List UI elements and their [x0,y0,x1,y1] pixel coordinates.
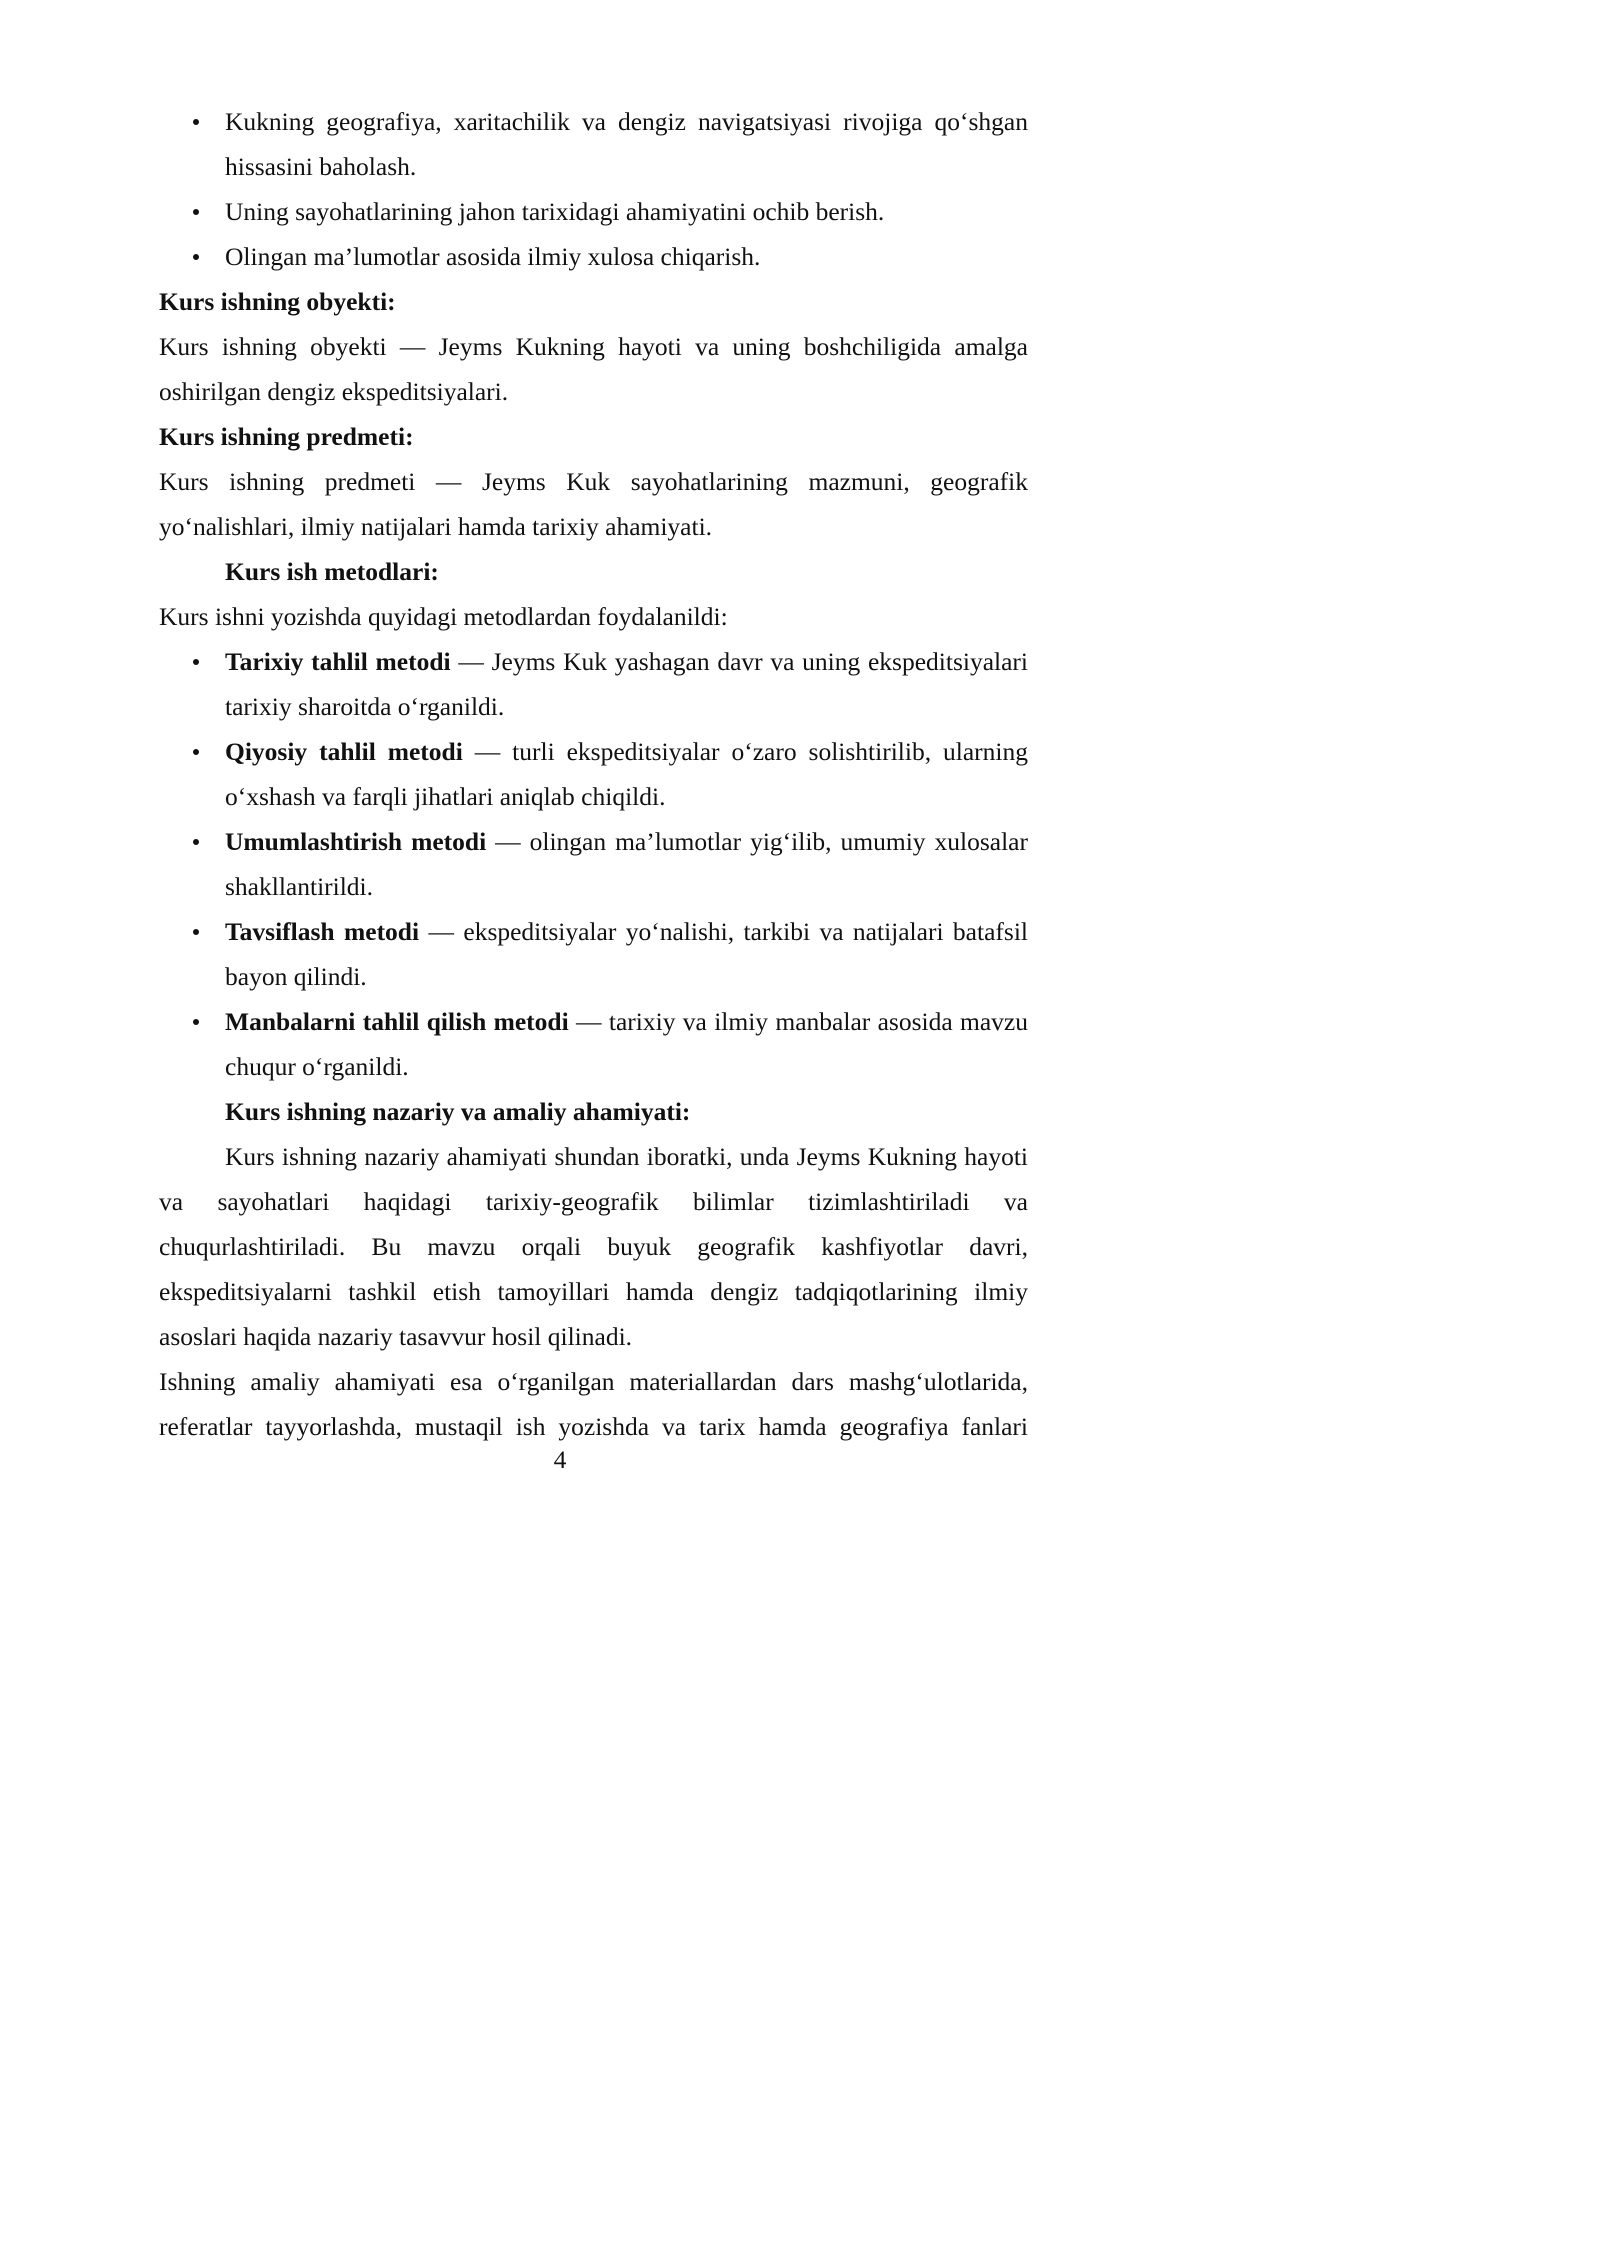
subject-paragraph-line: yo‘nalishlari, ilmiy natijalari hamda tarixiy ahamiyati. [159,512,713,541]
list-item [159,234,1028,279]
method-term: Umumlashtirish metodi [225,827,487,856]
page-number: 4 [553,1445,567,1474]
method-term: Tavsiflash metodi [225,917,420,946]
subject-heading: Kurs ishning predmeti: [159,422,414,451]
bullet-icon [193,839,199,845]
theory-paragraph-line: chuqurlashtiriladi. Bu mavzu orqali buyuk geografik kashfiyotlar davri, [159,1232,1028,1261]
object-heading: Kurs ishning obyekti: [159,287,396,316]
list-item-text: Kukning geografiya, xaritachilik va dengiz navigatsiyasi rivojiga qo‘shgan [225,107,1028,136]
list-item-text: Uning sayohatlarining jahon tarixidagi ahamiyatini ochib berish. [225,197,885,226]
theory-paragraph-line: va sayohatlari haqidagi tarixiy-geografik bilimlar tizimlashtiriladi va [159,1187,1028,1216]
list-item-text: Olingan ma’lumotlar asosida ilmiy xulosa chiqarish. [225,242,761,271]
list-item [159,909,1028,954]
theory-paragraph-line: asoslari haqida nazariy tasavvur hosil qilinadi. [159,1322,633,1351]
theory-paragraph-line: Kurs ishning nazariy ahamiyati shundan iboratki, unda Jeyms Kukning hayoti [225,1142,1028,1171]
practice-paragraph-line: Ishning amaliy ahamiyati esa o‘rganilgan materiallardan dars mashg‘ulotlarida, [159,1367,1028,1396]
significance-heading: Kurs ishning nazariy va amaliy ahamiyati: [225,1097,691,1126]
method-description: — olingan ma’lumotlar yig‘ilib, umumiy xulosalar [486,827,1028,856]
bullet-icon [193,929,199,935]
bullet-icon [193,1019,199,1025]
practice-paragraph-line: referatlar tayyorlashda, mustaqil ish yozishda va tarix hamda geografiya fanlari [159,1412,1028,1441]
list-item [159,99,1028,144]
method-description: — Jeyms Kuk yashagan davr va uning ekspeditsiyalari [450,647,1029,676]
object-paragraph-line: Kurs ishning obyekti — Jeyms Kukning hayoti va uning boshchiligida amalga [159,332,1028,361]
list-item [159,819,1028,864]
page-content [159,99,1028,1449]
list-item [159,189,1028,234]
method-term: Manbalarni tahlil qilish metodi [225,1007,569,1036]
methods-list [159,639,1028,1089]
subject-paragraph-line: Kurs ishning predmeti — Jeyms Kuk sayohatlarining mazmuni, geografik [159,467,1028,496]
object-paragraph-line: oshirilgan dengiz ekspeditsiyalari. [159,377,509,406]
document-page [0,0,1120,1583]
method-description: — tarixiy va ilmiy manbalar asosida mavzu [568,1007,1028,1036]
method-description: — turli ekspeditsiyalar o‘zaro solishtirilib, ularning [462,737,1028,766]
method-term: Qiyosiy tahlil metodi [225,737,463,766]
theory-paragraph-line: ekspeditsiyalarni tashkil etish tamoyillari hamda dengiz tadqiqotlarining ilmiy [159,1277,1028,1306]
bullet-icon [193,659,199,665]
list-item-continuation: bayon qilindi. [225,962,367,991]
list-item-continuation: shakllantirildi. [225,872,374,901]
list-item-continuation: tarixiy sharoitda o‘rganildi. [225,692,505,721]
list-item-continuation: hissasini baholash. [225,152,417,181]
bullet-icon [193,749,199,755]
list-item-continuation: chuqur o‘rganildi. [225,1052,409,1081]
method-term: Tarixiy tahlil metodi [225,647,451,676]
bullet-icon [193,209,199,215]
method-description: — ekspeditsiyalar yo‘nalishi, tarkibi va natijalari batafsil [419,917,1028,946]
methods-intro: Kurs ishni yozishda quyidagi metodlardan foydalanildi: [159,602,728,631]
list-item-continuation: o‘xshash va farqli jihatlari aniqlab chiqildi. [225,782,666,811]
list-item [159,729,1028,774]
list-item [159,999,1028,1044]
goals-list [159,99,1028,279]
bullet-icon [193,254,199,260]
list-item [159,639,1028,684]
bullet-icon [193,119,199,125]
methods-heading: Kurs ish metodlari: [225,557,439,586]
